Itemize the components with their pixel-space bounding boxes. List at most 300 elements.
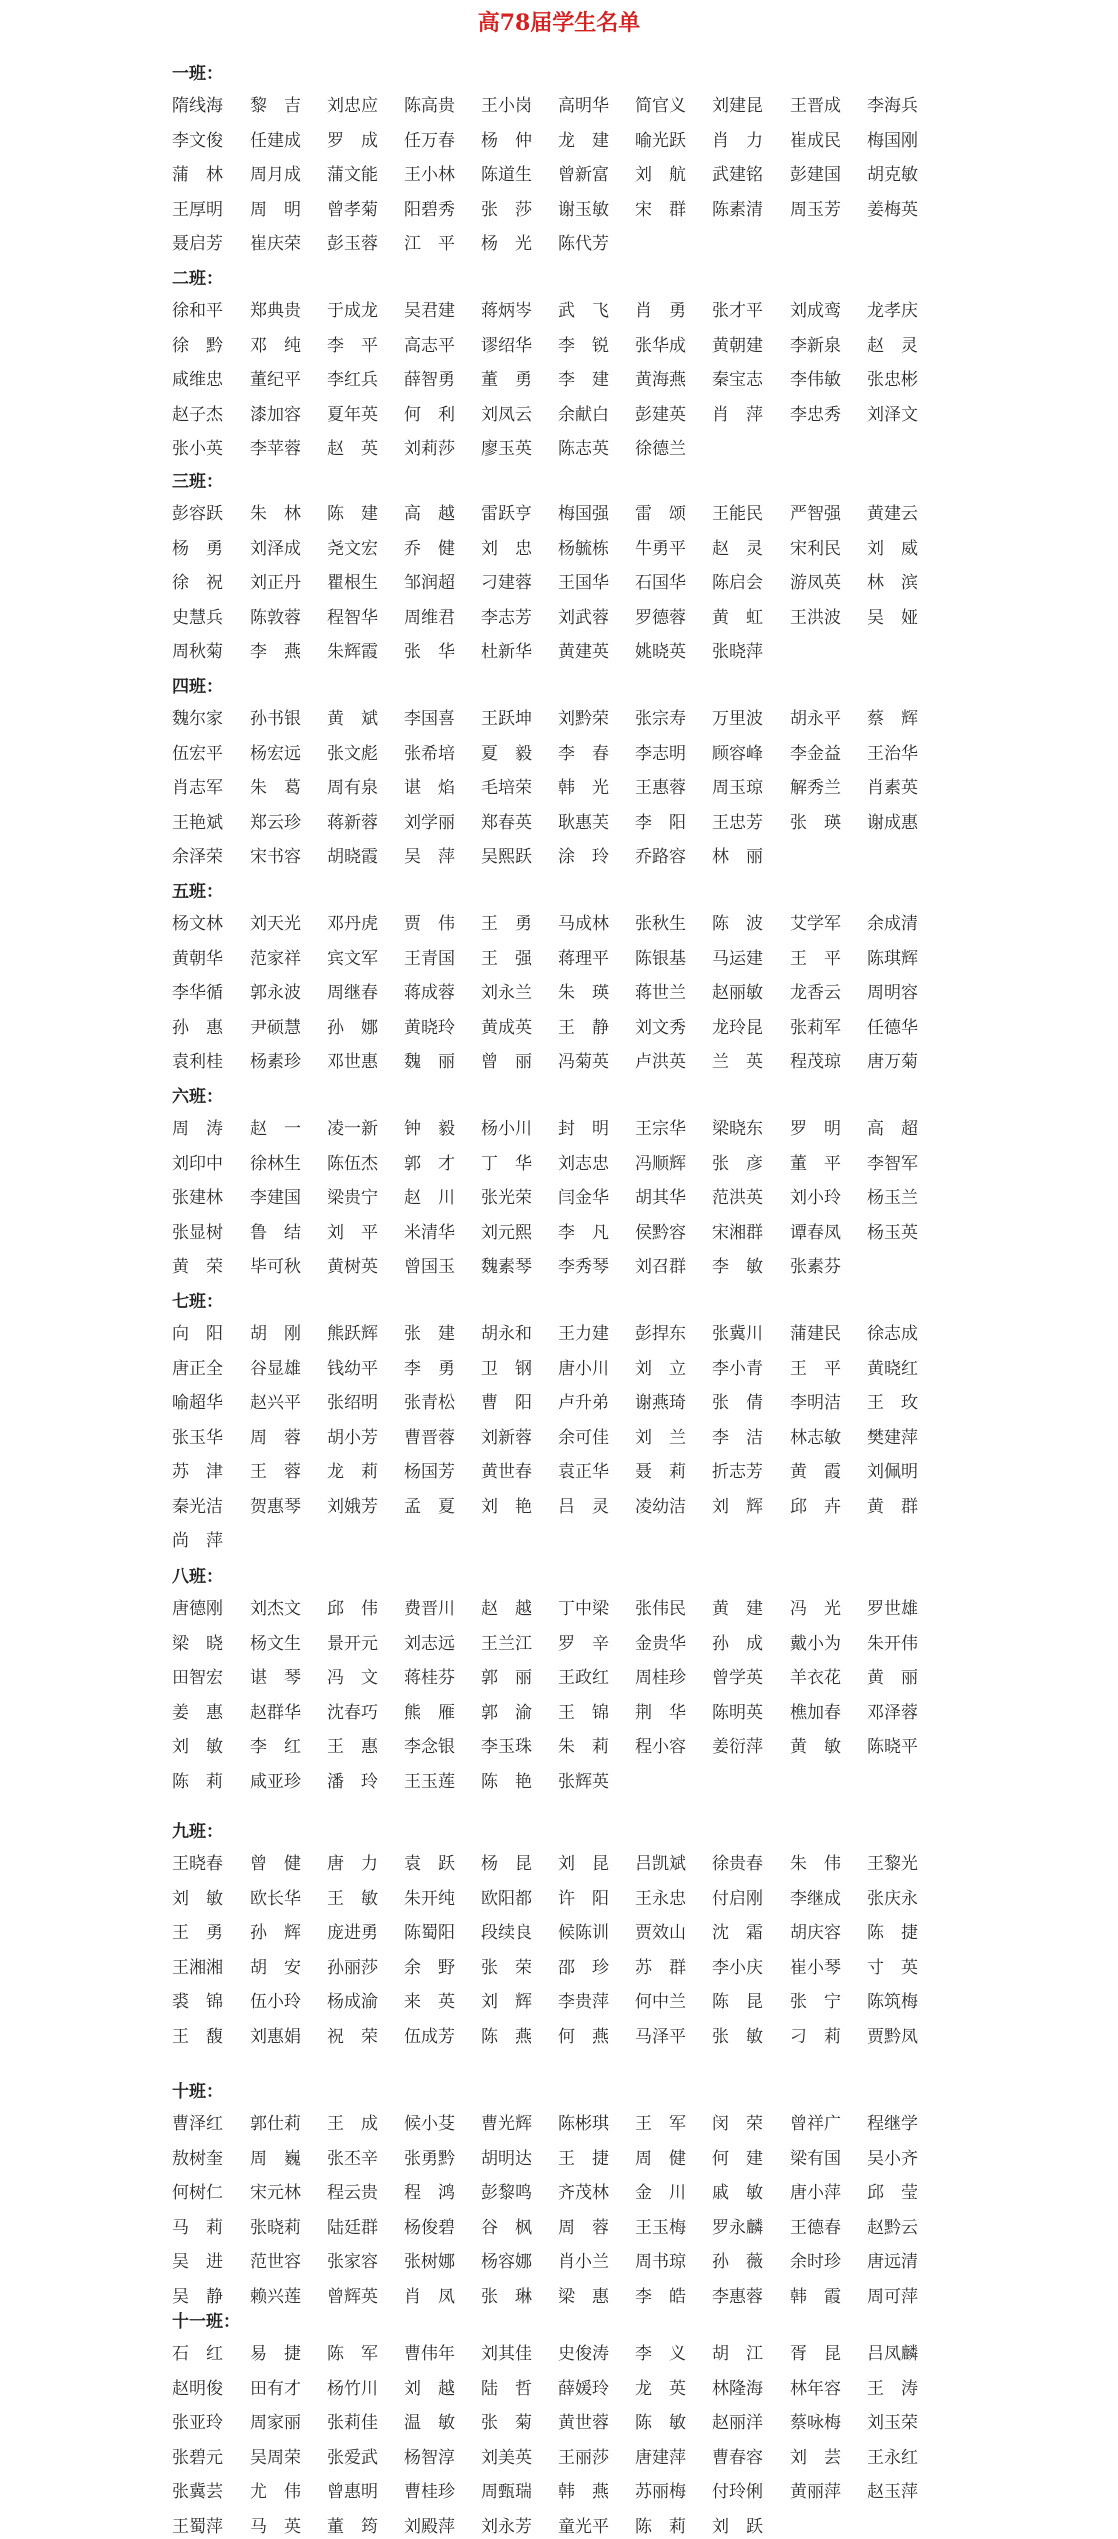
student-name: 赵丽敏 <box>712 983 763 1003</box>
student-name: 费晋川 <box>404 1599 455 1619</box>
student-name: 龙 莉 <box>327 1462 378 1482</box>
student-name: 毕可秋 <box>250 1257 301 1277</box>
page-title: 高78届学生名单 <box>477 10 641 36</box>
student-name: 余泽荣 <box>172 847 223 867</box>
student-name: 谢燕琦 <box>635 1393 686 1413</box>
student-name: 牛勇平 <box>635 538 686 559</box>
student-name: 董 筠 <box>327 2516 378 2537</box>
student-name: 程智华 <box>327 607 378 628</box>
student-name: 杨智淳 <box>404 2447 455 2468</box>
student-name: 欧长华 <box>250 1888 301 1909</box>
student-name: 宋书容 <box>250 847 301 867</box>
student-name: 王力建 <box>558 1324 609 1344</box>
class-heading: 四班： <box>172 677 223 697</box>
student-name: 易 捷 <box>250 2344 301 2364</box>
student-name: 杨文生 <box>250 1633 301 1654</box>
student-name: 何树仁 <box>172 2183 223 2203</box>
student-name: 张 宁 <box>790 1992 841 2012</box>
student-name: 刘召群 <box>635 1257 686 1277</box>
student-name: 吕凯斌 <box>635 1854 686 1874</box>
student-name: 任建成 <box>250 130 301 151</box>
student-name: 李 春 <box>558 743 609 764</box>
student-name: 李华循 <box>172 983 223 1003</box>
student-name: 张 莎 <box>481 199 532 220</box>
student-name: 罗德蓉 <box>635 607 686 628</box>
student-name: 周月成 <box>250 165 301 185</box>
student-name: 龙 建 <box>558 130 609 151</box>
student-name: 李 凡 <box>558 1222 609 1243</box>
student-name: 任万春 <box>404 130 455 151</box>
student-name: 蒲文能 <box>327 165 378 185</box>
student-name: 王 玫 <box>867 1393 918 1413</box>
student-name: 张亚玲 <box>172 2413 223 2433</box>
student-name: 郑春英 <box>481 812 532 833</box>
student-name: 陈 莉 <box>172 1771 223 1792</box>
student-name: 邓 纯 <box>250 335 301 356</box>
student-name: 敖树奎 <box>172 2148 223 2169</box>
student-name: 朱 葛 <box>250 778 301 798</box>
student-name: 周玉芳 <box>790 199 841 220</box>
student-name: 周维君 <box>404 607 455 628</box>
student-name: 李 阳 <box>635 812 686 833</box>
student-name: 彭黎鸣 <box>481 2183 532 2203</box>
class-heading: 一班： <box>172 64 223 84</box>
student-name: 郭 渝 <box>481 1702 532 1723</box>
student-name: 王忠芳 <box>712 812 763 833</box>
student-name: 王跃坤 <box>481 709 532 729</box>
student-name: 刘建昆 <box>712 96 763 116</box>
student-name: 王国华 <box>558 573 609 593</box>
student-name: 王 勇 <box>481 914 532 934</box>
student-name: 何 燕 <box>558 2026 609 2047</box>
student-name: 李念银 <box>404 1737 455 1757</box>
student-name: 邓世惠 <box>327 1052 378 1072</box>
student-name: 黄成英 <box>481 1017 532 1038</box>
student-name: 朱 莉 <box>558 1737 609 1757</box>
student-name: 徐林生 <box>250 1153 301 1174</box>
student-name: 谌 琴 <box>250 1668 301 1688</box>
student-name: 毛培荣 <box>481 778 532 798</box>
student-name: 唐建萍 <box>635 2447 686 2468</box>
student-name: 杨 勇 <box>172 538 223 559</box>
student-name: 尹硕慧 <box>250 1017 301 1038</box>
student-name: 尚 萍 <box>172 1531 223 1551</box>
student-name: 刘黔荣 <box>558 709 609 729</box>
student-name: 曾 丽 <box>481 1052 532 1072</box>
student-name: 郑典贵 <box>250 301 301 321</box>
student-name: 黄海燕 <box>635 370 686 390</box>
student-name: 胡 江 <box>712 2344 763 2364</box>
student-name: 赵子杰 <box>172 404 223 425</box>
student-name: 凌一新 <box>327 1119 378 1139</box>
student-name: 杨俊碧 <box>404 2217 455 2238</box>
student-name: 陈代芳 <box>558 234 609 254</box>
student-name: 董 平 <box>790 1153 841 1174</box>
student-name: 赵群华 <box>250 1702 301 1723</box>
student-name: 裘 锦 <box>172 1992 223 2012</box>
student-name: 刘 跃 <box>712 2516 763 2537</box>
student-name: 陈 昆 <box>712 1992 763 2012</box>
student-name: 李志芳 <box>481 607 532 628</box>
student-name: 冯 文 <box>327 1668 378 1688</box>
student-name: 刁 莉 <box>790 2026 841 2047</box>
student-name: 朱辉霞 <box>327 642 378 662</box>
student-name: 李海兵 <box>867 96 918 116</box>
student-name: 黄 斌 <box>327 709 378 729</box>
student-name: 董纪平 <box>250 370 301 390</box>
student-name: 韩 光 <box>558 778 609 798</box>
student-name: 肖小兰 <box>558 2252 609 2272</box>
student-name: 王 强 <box>481 948 532 969</box>
student-name: 程云贵 <box>327 2183 378 2203</box>
student-name: 尧文宏 <box>327 538 378 559</box>
student-name: 王蜀萍 <box>172 2516 223 2537</box>
student-name: 王洪波 <box>790 607 841 628</box>
student-name: 秦宝志 <box>712 370 763 390</box>
student-name: 肖素英 <box>867 778 918 798</box>
student-name: 黄 建 <box>712 1599 763 1619</box>
student-name: 咸亚珍 <box>250 1771 301 1792</box>
student-name: 朱 林 <box>250 504 301 524</box>
student-name: 范家祥 <box>250 948 301 969</box>
student-name: 黄世蓉 <box>558 2413 609 2433</box>
student-name: 许 阳 <box>558 1888 609 1909</box>
student-name: 谢玉敏 <box>558 199 609 220</box>
student-name: 李建国 <box>250 1188 301 1208</box>
student-name: 聂 莉 <box>635 1462 686 1482</box>
student-name: 李 红 <box>250 1737 301 1757</box>
student-name: 陆 哲 <box>481 2378 532 2399</box>
student-name: 周 健 <box>635 2148 686 2169</box>
student-name: 陈晓平 <box>867 1737 918 1757</box>
student-name: 刘 芸 <box>790 2447 841 2468</box>
student-name: 邹润超 <box>404 573 455 593</box>
student-name: 黄建云 <box>867 504 918 524</box>
student-name: 张秋生 <box>635 914 686 934</box>
student-name: 刘 航 <box>635 165 686 185</box>
student-name: 秦光洁 <box>172 1496 223 1517</box>
student-name: 刘娥芳 <box>327 1496 378 1517</box>
student-name: 解秀兰 <box>790 778 841 798</box>
student-name: 简官义 <box>635 96 686 116</box>
student-name: 范洪英 <box>712 1188 763 1208</box>
student-name: 刘新蓉 <box>481 1427 532 1448</box>
student-name: 杨小川 <box>481 1119 532 1139</box>
student-name: 王惠蓉 <box>635 778 686 798</box>
student-name: 戚 敏 <box>712 2183 763 2203</box>
student-name: 王玉莲 <box>404 1771 455 1792</box>
student-name: 钱幼平 <box>327 1358 378 1379</box>
student-name: 宋元林 <box>250 2183 301 2203</box>
student-name: 程小容 <box>635 1737 686 1757</box>
student-name: 王治华 <box>867 743 918 764</box>
student-name: 唐 力 <box>327 1854 378 1874</box>
student-name: 高明华 <box>558 96 609 116</box>
student-name: 黄朝华 <box>172 948 223 969</box>
student-name: 张丕辛 <box>327 2148 378 2169</box>
student-name: 王小林 <box>404 165 455 185</box>
student-name: 王 军 <box>635 2114 686 2134</box>
student-name: 孙 辉 <box>250 1923 301 1943</box>
student-name: 王 平 <box>790 948 841 969</box>
student-name: 梁贵宁 <box>327 1188 378 1208</box>
student-name: 蒋理平 <box>558 948 609 969</box>
student-name: 余献白 <box>558 404 609 425</box>
student-name: 武 飞 <box>558 301 609 321</box>
student-name: 耿惠芙 <box>558 812 609 833</box>
student-name: 伍宏平 <box>172 743 223 764</box>
student-name: 胡 刚 <box>250 1324 301 1344</box>
student-name: 孙 薇 <box>712 2252 763 2272</box>
student-name: 梅国强 <box>558 504 609 524</box>
student-name: 杨宏远 <box>250 743 301 764</box>
student-name: 孙书银 <box>250 709 301 729</box>
student-name: 谭春凤 <box>790 1222 841 1243</box>
student-name: 张晓萍 <box>712 642 763 662</box>
student-name: 陈道生 <box>481 165 532 185</box>
student-name: 朱开伟 <box>867 1633 918 1654</box>
student-name: 冯顺辉 <box>635 1153 686 1174</box>
class-heading: 九班： <box>172 1822 223 1842</box>
student-name: 马 英 <box>250 2516 301 2537</box>
student-name: 曾学英 <box>712 1668 763 1688</box>
student-name: 黎 吉 <box>250 96 301 116</box>
student-name: 李 洁 <box>712 1427 763 1448</box>
student-name: 徐贵春 <box>712 1854 763 1874</box>
student-name: 陈筑梅 <box>867 1992 918 2012</box>
student-name: 胡永平 <box>790 709 841 729</box>
student-name: 王政红 <box>558 1668 609 1688</box>
student-name: 吴熙跃 <box>481 847 532 867</box>
student-name: 龙孝庆 <box>867 301 918 321</box>
student-name: 邓丹虎 <box>327 914 378 934</box>
student-name: 刘学丽 <box>404 812 455 833</box>
student-name: 陈 燕 <box>481 2026 532 2047</box>
student-name: 王青国 <box>404 948 455 969</box>
student-name: 周 明 <box>250 199 301 220</box>
student-name: 曹春容 <box>712 2447 763 2468</box>
student-name: 李国喜 <box>404 709 455 729</box>
student-name: 王 勇 <box>172 1923 223 1943</box>
student-name: 蒋桂芬 <box>404 1668 455 1688</box>
student-name: 王 捷 <box>558 2148 609 2169</box>
student-name: 赵 川 <box>404 1188 455 1208</box>
student-name: 刘泽文 <box>867 404 918 425</box>
student-name: 唐小川 <box>558 1358 609 1379</box>
student-name: 胡明达 <box>481 2148 532 2169</box>
student-name: 乔路容 <box>635 847 686 867</box>
student-name: 薛媛玲 <box>558 2378 609 2399</box>
student-name: 周秋菊 <box>172 642 223 662</box>
student-name: 景开元 <box>327 1633 378 1654</box>
student-name: 张家容 <box>327 2252 378 2272</box>
student-name: 张 荣 <box>481 1957 532 1978</box>
student-name: 卢升弟 <box>558 1393 609 1413</box>
student-name: 刘美英 <box>481 2447 532 2468</box>
student-name: 唐万菊 <box>867 1052 918 1072</box>
student-name: 杨文林 <box>172 914 223 934</box>
student-name: 樵加春 <box>790 1702 841 1723</box>
student-name: 肖 力 <box>712 130 763 151</box>
student-name: 曾新富 <box>558 165 609 185</box>
student-name: 李文俊 <box>172 130 223 151</box>
class-heading: 三班： <box>172 472 223 492</box>
class-heading: 五班： <box>172 882 223 902</box>
student-name: 张 华 <box>404 642 455 662</box>
student-name: 张宗寿 <box>635 709 686 729</box>
student-name: 林志敏 <box>790 1427 841 1448</box>
student-name: 周桂珍 <box>635 1668 686 1688</box>
student-name: 潘 玲 <box>327 1771 378 1792</box>
student-name: 伍成芳 <box>404 2026 455 2047</box>
student-name: 石 红 <box>172 2344 223 2364</box>
student-name: 黄树英 <box>327 1257 378 1277</box>
class-heading: 六班： <box>172 1087 223 1107</box>
student-name: 孙 娜 <box>327 1017 378 1038</box>
student-name: 林 滨 <box>867 573 918 593</box>
student-name: 邱 伟 <box>327 1599 378 1619</box>
student-name: 吴 进 <box>172 2252 223 2272</box>
student-name: 魏 丽 <box>404 1052 455 1072</box>
student-name: 李新泉 <box>790 335 841 356</box>
student-name: 刘武蓉 <box>558 607 609 628</box>
student-name: 曾国玉 <box>404 1257 455 1277</box>
student-name: 梁 晓 <box>172 1633 223 1654</box>
student-name: 张显树 <box>172 1222 223 1243</box>
student-name: 刘佩明 <box>867 1462 918 1482</box>
student-name: 凌幼洁 <box>635 1496 686 1517</box>
student-name: 胥 昆 <box>790 2344 841 2364</box>
student-name: 王 惠 <box>327 1737 378 1757</box>
student-name: 彭捍东 <box>635 1324 686 1344</box>
student-name: 何 利 <box>404 404 455 425</box>
student-name: 吕 灵 <box>558 1496 609 1517</box>
student-name: 刘 辉 <box>481 1992 532 2012</box>
student-name: 徐 祝 <box>172 573 223 593</box>
student-name: 陈 莉 <box>635 2516 686 2537</box>
student-name: 赵兴平 <box>250 1393 301 1413</box>
student-name: 林年容 <box>790 2378 841 2399</box>
student-name: 李小青 <box>712 1358 763 1379</box>
student-name: 胡小芳 <box>327 1427 378 1448</box>
student-name: 周书琼 <box>635 2252 686 2272</box>
student-name: 胡其华 <box>635 1188 686 1208</box>
student-name: 陈 捷 <box>867 1923 918 1943</box>
student-name: 羊衣花 <box>790 1668 841 1688</box>
student-name: 王玉梅 <box>635 2217 686 2238</box>
student-name: 孙丽莎 <box>327 1957 378 1978</box>
student-name: 刘小玲 <box>790 1188 841 1208</box>
student-name: 梁 惠 <box>558 2286 609 2307</box>
student-name: 廖玉英 <box>481 439 532 459</box>
student-name: 李苹蓉 <box>250 439 301 459</box>
student-name: 陈彬琪 <box>558 2114 609 2134</box>
student-name: 王丽莎 <box>558 2447 609 2468</box>
student-name: 朱开纯 <box>404 1888 455 1909</box>
student-name: 刘惠娟 <box>250 2026 301 2047</box>
student-name: 李惠蓉 <box>712 2286 763 2307</box>
student-name: 刘 敏 <box>172 1737 223 1757</box>
student-name: 吕凤麟 <box>867 2344 918 2364</box>
student-name: 李继成 <box>790 1888 841 1909</box>
student-name: 曹 阳 <box>481 1393 532 1413</box>
student-name: 陈素清 <box>712 199 763 220</box>
student-name: 漆加容 <box>250 404 301 425</box>
student-name: 杨毓栋 <box>558 538 609 559</box>
student-name: 黄 敏 <box>790 1737 841 1757</box>
student-name: 黄建英 <box>558 642 609 662</box>
student-name: 罗世雄 <box>867 1599 918 1619</box>
student-name: 张 菊 <box>481 2413 532 2433</box>
student-name: 张 琳 <box>481 2286 532 2307</box>
student-name: 张冀川 <box>712 1324 763 1344</box>
student-name: 邱 卉 <box>790 1496 841 1517</box>
student-name: 钟 毅 <box>404 1119 455 1139</box>
student-name: 刘 威 <box>867 538 918 559</box>
student-name: 陈高贵 <box>404 96 455 116</box>
student-name: 蒲 林 <box>172 165 223 185</box>
student-name: 邓泽蓉 <box>867 1702 918 1723</box>
student-name: 杨 仲 <box>481 130 532 151</box>
student-name: 周继春 <box>327 983 378 1003</box>
student-name: 魏尔家 <box>172 709 223 729</box>
student-name: 涂 玲 <box>558 847 609 867</box>
student-name: 李伟敏 <box>790 370 841 390</box>
student-name: 董 勇 <box>481 370 532 390</box>
student-name: 林隆海 <box>712 2378 763 2399</box>
student-name: 孙 成 <box>712 1633 763 1654</box>
student-name: 刁建蓉 <box>481 573 532 593</box>
student-name: 谬绍华 <box>481 335 532 356</box>
student-name: 罗 明 <box>790 1119 841 1139</box>
student-name: 陈敦蓉 <box>250 607 301 628</box>
student-name: 曹伟年 <box>404 2344 455 2364</box>
student-name: 陈 敏 <box>635 2413 686 2433</box>
student-name: 王德春 <box>790 2217 841 2238</box>
student-name: 郭 丽 <box>481 1668 532 1688</box>
student-name: 熊 雁 <box>404 1702 455 1723</box>
student-name: 龙玲昆 <box>712 1017 763 1038</box>
student-name: 夏年英 <box>327 404 378 425</box>
student-name: 张光荣 <box>481 1188 532 1208</box>
class-heading: 八班： <box>172 1567 223 1587</box>
class-heading: 十班： <box>172 2082 223 2102</box>
student-name: 肖 萍 <box>712 404 763 425</box>
student-name: 郑云珍 <box>250 812 301 833</box>
student-name: 孟 夏 <box>404 1496 455 1517</box>
student-name: 马 莉 <box>172 2217 223 2238</box>
student-name: 闫金华 <box>558 1188 609 1208</box>
student-name: 刘 越 <box>404 2378 455 2399</box>
student-name: 李秀琴 <box>558 1257 609 1277</box>
student-name: 杨 光 <box>481 234 532 254</box>
student-name: 刘其佳 <box>481 2344 532 2364</box>
student-name: 黄 霞 <box>790 1462 841 1482</box>
student-name: 张伟民 <box>635 1599 686 1619</box>
student-name: 李红兵 <box>327 370 378 390</box>
student-name: 李 敏 <box>712 1257 763 1277</box>
student-name: 金 川 <box>635 2183 686 2203</box>
student-name: 姜梅英 <box>867 199 918 220</box>
student-name: 丁 华 <box>481 1153 532 1174</box>
student-name: 来 英 <box>404 1992 455 2012</box>
student-name: 曹晋蓉 <box>404 1427 455 1448</box>
student-name: 罗 辛 <box>558 1633 609 1654</box>
student-name: 史慧兵 <box>172 607 223 628</box>
student-name: 王宗华 <box>635 1119 686 1139</box>
student-name: 郭永波 <box>250 983 301 1003</box>
student-name: 刘 兰 <box>635 1427 686 1448</box>
